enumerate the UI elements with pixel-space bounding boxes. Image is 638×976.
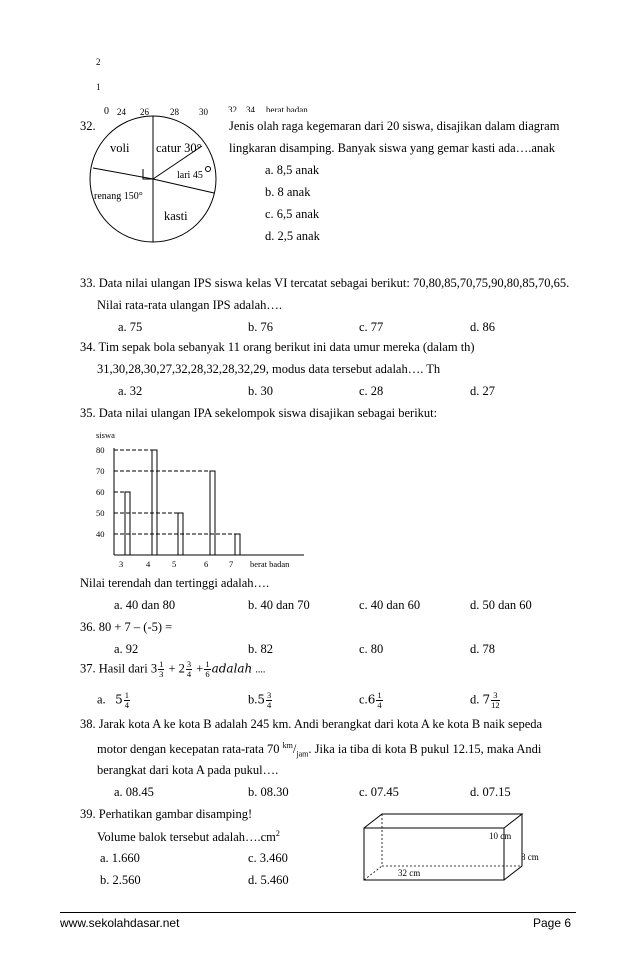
answer-option[interactable]: c. 80	[359, 642, 384, 656]
answer-option[interactable]: a. 32	[118, 384, 143, 398]
question-text: 35. Data nilai ulangan IPA sekelompok siswa disajikan sebagai berikut:	[80, 406, 438, 420]
question-text: Volume balok tersebut $adalah\dots.cm^2$	[97, 829, 280, 845]
top-chart-y-tick: 1	[96, 82, 101, 92]
chart-x-tick-label: 3	[119, 559, 124, 569]
question-text: berangkat dari kota A pada pukul….	[97, 763, 279, 777]
answer-option[interactable]: a. 92	[114, 642, 139, 656]
answer-option[interactable]: c. 07.45	[359, 785, 399, 799]
answer-option[interactable]: b. 30	[248, 384, 273, 398]
question-text: Nilai terendah dan tertinggi adalah….	[80, 576, 270, 590]
top-chart-x-tick: 26	[140, 107, 149, 117]
answer-option[interactable]: b. 8 anak	[265, 185, 311, 199]
q37-plus: + 2	[168, 661, 185, 676]
answer-option[interactable]: c. 77	[359, 320, 384, 334]
question-number: 32.	[80, 119, 96, 133]
footer-website[interactable]: www.sekolahdasar.net	[60, 916, 180, 930]
fraction: $\frac{3}{4}$	[186, 659, 192, 679]
answer-option[interactable]: b. 40 dan 70	[248, 598, 310, 612]
chart-bar	[125, 492, 130, 555]
chart-x-tick-label: 7	[229, 559, 234, 569]
chart-x-tick-label: 5	[172, 559, 177, 569]
top-chart-x-tick: 32	[228, 105, 237, 112]
top-chart-x-label: berat badan	[266, 105, 308, 112]
answer-option[interactable]: d. 5.460	[248, 873, 289, 887]
top-chart-y-tick: 2	[96, 57, 101, 67]
answer-option[interactable]: c. 40 dan 60	[359, 598, 421, 612]
pie-label-renang: renang 150°	[94, 191, 143, 202]
answer-option[interactable]: b.5 $\frac{3}{4}$	[248, 690, 272, 710]
question-text: motor dengan kecepatan rata-rata 70 $^{km}/_{jam}$. Jika ia tiba di kota B pukul 12.15, maka Andi	[97, 741, 542, 759]
top-chart-x-tick: 30	[199, 107, 208, 117]
q37-dots: ....	[255, 664, 266, 676]
top-chart-y-tick: 0	[104, 106, 109, 117]
top-chart-x-tick: 24	[117, 107, 126, 117]
q37-prefix: 37. Hasil dari 3	[80, 661, 158, 676]
pie-label-kasti: kasti	[164, 209, 188, 223]
footer-divider	[60, 912, 576, 913]
chart-bar	[235, 534, 240, 555]
pie-label-catur: catur 30°	[156, 141, 202, 155]
answer-option[interactable]: d. 86	[470, 320, 495, 334]
answer-option[interactable]: b. 82	[248, 642, 273, 656]
question-text: 31,30,28,30,27,32,28,32,28,32,29, modus data tersebut adalah…. Th	[97, 362, 441, 376]
bar-chart	[80, 426, 320, 576]
answer-option[interactable]: c.6 $\frac{1}{4}$	[359, 690, 382, 710]
answer-option[interactable]: d. 7 $\frac{3}{12}$	[470, 690, 500, 710]
answer-option[interactable]: a. 1.660	[100, 851, 140, 865]
chart-y-label: siswa	[96, 430, 115, 440]
question-text	[80, 660, 265, 679]
box-label-height: 10 cm	[489, 831, 512, 841]
question-text: 39. Perhatikan gambar disamping!	[80, 807, 253, 821]
answer-option[interactable]: b. 76	[248, 320, 273, 334]
answer-option[interactable]: c. 3.460	[248, 851, 288, 865]
top-chart-x-tick: 28	[170, 107, 179, 117]
answer-option[interactable]: a. 5 $\frac{1}{4}$	[97, 690, 129, 710]
question-text: 34. Tim sepak bola sebanyak 11 orang berikut ini data umur mereka (dalam th)	[80, 340, 475, 354]
chart-y-tick-label: 70	[96, 466, 105, 476]
answer-option[interactable]: b. 08.30	[248, 785, 289, 799]
chart-y-tick-label: 80	[96, 445, 105, 455]
answer-option[interactable]: c. 6,5 anak	[265, 207, 320, 221]
question-text: Jenis olah raga kegemaran dari 20 siswa, disajikan dalam diagram	[229, 119, 560, 133]
chart-x-tick-label: 6	[204, 559, 209, 569]
answer-option[interactable]: a. 75	[118, 320, 143, 334]
fraction: $\frac{1}{3}$	[159, 659, 164, 679]
question-text: 38. Jarak kota A ke kota B adalah 245 km. Andi berangkat dari kota A ke kota B naik sepeda	[80, 717, 543, 731]
chart-x-label: berat badan	[250, 559, 290, 569]
answer-option[interactable]: d. 50 dan 60	[470, 598, 532, 612]
answer-option[interactable]: d. 2,5 anak	[265, 229, 320, 243]
answer-option[interactable]: b. 2.560	[100, 873, 141, 887]
chart-bar	[210, 471, 215, 555]
q37-suffix: adalah	[211, 661, 253, 676]
answer-option[interactable]: a. 08.45	[114, 785, 154, 799]
answer-option[interactable]: d. 07.15	[470, 785, 511, 799]
page-number: Page 6	[533, 916, 572, 930]
box-label-length: 32 cm	[398, 868, 421, 878]
answer-option[interactable]: d. 27	[470, 384, 495, 398]
top-chart-x-tick: 34	[246, 105, 255, 112]
question-text: lingkaran disamping. Banyak siswa yang gemar kasti ada….anak	[229, 141, 555, 155]
fraction: $\frac{1}{6}$	[205, 659, 210, 679]
cuboid-diagram	[362, 812, 532, 884]
chart-x-tick-label: 4	[146, 559, 151, 569]
answer-option[interactable]: a. 40 dan 80	[114, 598, 176, 612]
chart-bar	[152, 450, 157, 555]
answer-option[interactable]: d. 78	[470, 642, 495, 656]
question-text: 33. Data nilai ulangan IPS siswa kelas VI tercatat sebagai berikut: 70,80,85,70,75,90,80,85,70,65.	[80, 276, 570, 290]
answer-option[interactable]: c. 28	[359, 384, 384, 398]
box-label-depth: 8 cm	[521, 852, 539, 862]
pie-label-voli: voli	[110, 141, 130, 155]
chart-y-tick-label: 60	[96, 487, 105, 497]
chart-y-tick-label: 40	[96, 529, 105, 539]
question-text: Nilai rata-rata ulangan IPS adalah….	[97, 298, 282, 312]
chart-y-tick-label: 50	[96, 508, 105, 518]
answer-option[interactable]: a. 8,5 anak	[265, 163, 320, 177]
question-text: 36. 80 + 7 – (-5) =	[80, 620, 173, 634]
q37-plus: +	[196, 661, 204, 676]
pie-label-lari: lari 45	[177, 170, 203, 181]
